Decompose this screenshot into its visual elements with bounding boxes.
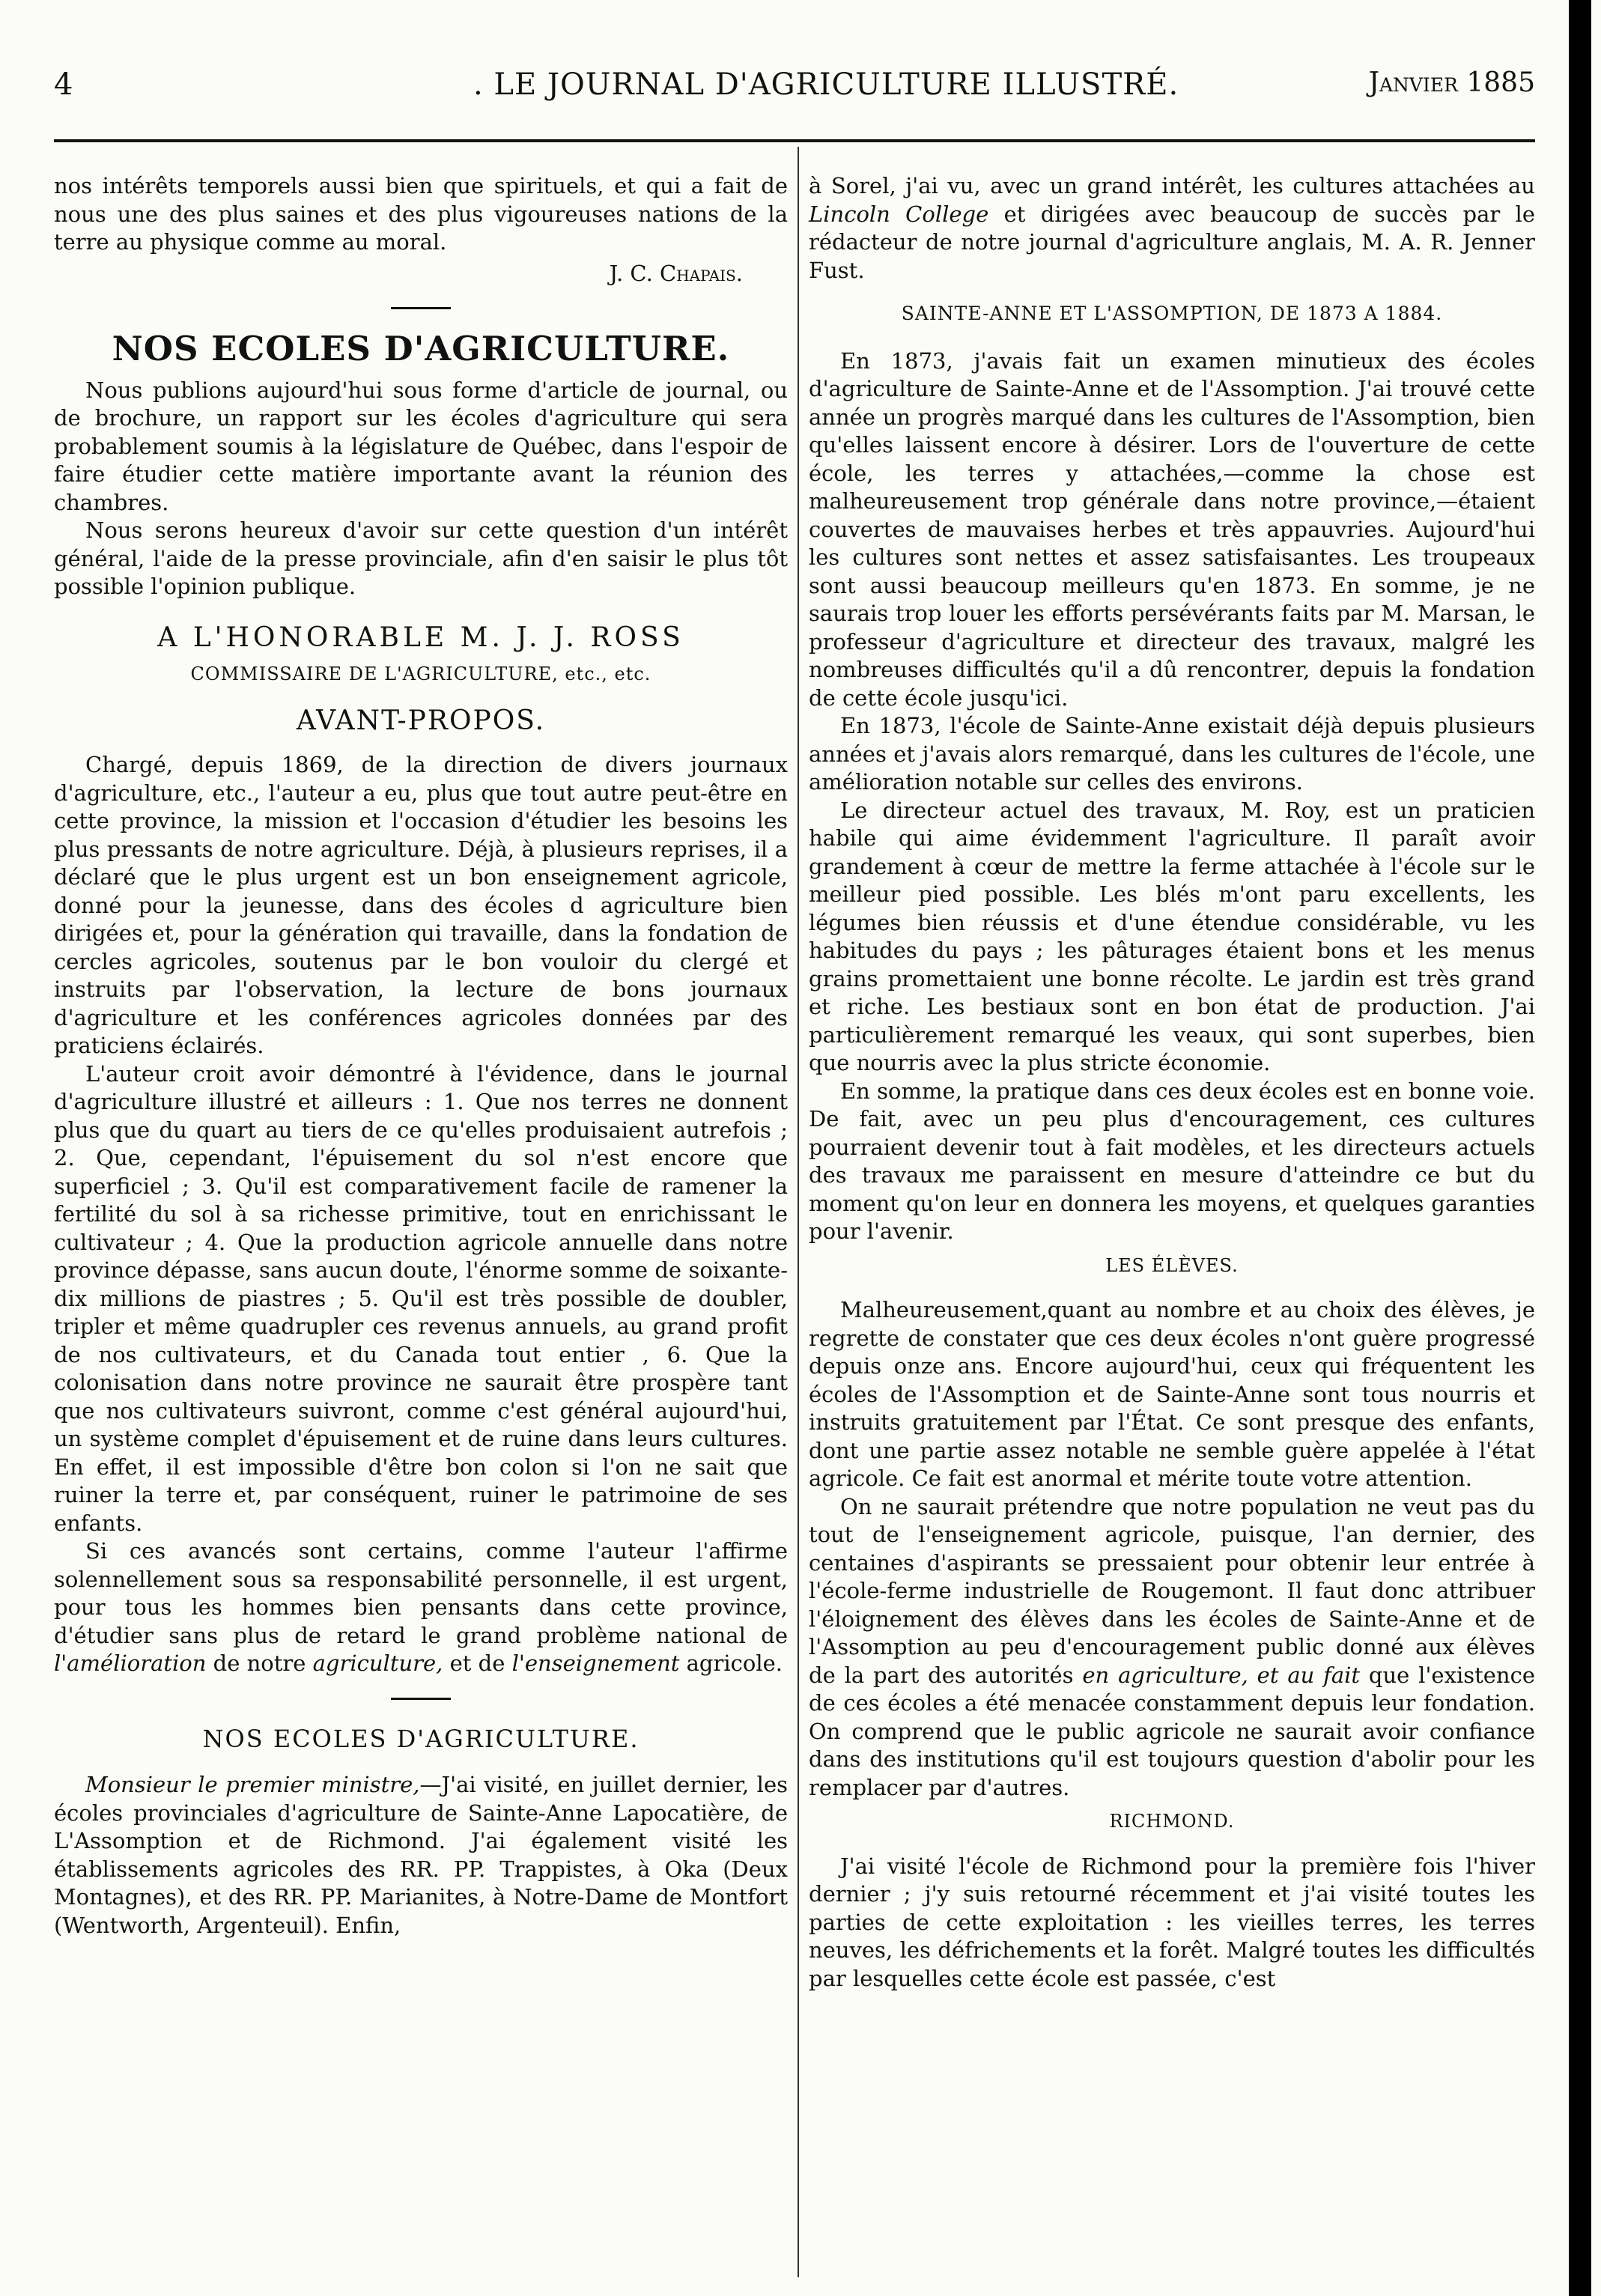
paragraph: Nous serons heureux d'avoir sur cette question d'un intérêt général, l'aide de la presse provinciale, afin d'en saisir le plus tôt possible l'opinion publique. bbox=[54, 517, 788, 599]
page-header bbox=[54, 67, 1535, 112]
subsection-heading: LES ÉLÈVES. bbox=[1105, 1254, 1239, 1276]
italic-run: l'enseignement bbox=[511, 1650, 680, 1676]
intro-paragraph: nos intérêts temporels aussi bien que spirituels, et qui a fait de nous une des plus saines et des plus vigoureuses nations de la terre au physique comme au moral. bbox=[54, 173, 788, 255]
italic-run: agriculture, bbox=[312, 1650, 443, 1676]
scan-edge-bar bbox=[1569, 0, 1591, 2296]
journal-title: . LE JOURNAL D'AGRICULTURE ILLUSTRÉ. bbox=[473, 67, 1179, 102]
text-run: Si ces avancés sont certains, comme l'auteur l'affirme solennellement sous sa responsabilité personnelle, il est urgent, pour tous les hommes bien pensants dans cette province, d'étudier sans plus de retard le grand problème national de bbox=[54, 1538, 788, 1648]
foreword-heading: AVANT-PROPOS. bbox=[296, 705, 546, 736]
paragraph: En somme, la pratique dans ces deux écoles est en bonne voie. De fait, avec un peu plus d'encouragement, ces cultures pourraient devenir tout à fait modèles, et les directeurs actuels des travaux me paraissent en mesure d'atteindre ce but du moment qu'on leur en donnera les moyens, et quelques garanties pour l'avenir. bbox=[809, 1078, 1535, 1244]
issue-date: Janvier 1885 bbox=[1368, 67, 1535, 98]
paragraph bbox=[54, 1771, 788, 1940]
paragraph: En 1873, j'avais fait un examen minutieux des écoles d'agriculture de Sainte-Anne et de l'Assomption. J'ai trouvé cette année un progrès marqué dans les cultures de l'Assomption, bien qu'elles laissent encore à désirer. Lors de l'ouverture de cette école, les terres y attachées,—comme la chose est malheureusement trop générale dans notre province,—étaient couvertes de mauvaises herbes et très appauvries. Aujourd'hui les cultures sont nettes et assez satisfaisantes. Les troupeaux sont aussi beaucoup meilleurs qu'en 1873. En somme, je ne saurais trop louer les efforts persévérants faits par M. Marsan, le professeur d'agriculture et directeur des travaux, malgré les nombreuses difficultés qu'il a dû rencontrer, depuis la fondation de cette école jusqu'ici. bbox=[809, 347, 1535, 711]
text-run: —J'ai visité, en juillet dernier, les écoles provinciales d'agriculture de Sainte-Anne Lapocatière, de L'Assomption et de Richmond. J'ai également visité les établissements agricoles des RR. PP. Trappistes, à Oka (Deux Montagnes), et des RR. PP. Marianites, à Notre-Dame de Montfort (Wentworth, Argenteuil). Enfin, bbox=[54, 1772, 788, 1938]
right-column bbox=[809, 172, 1535, 1993]
text-run: et dirigées avec beaucoup de succès par le rédacteur de notre journal d'agriculture anglais, M. A. R. Jenner Fust. bbox=[809, 201, 1535, 283]
paragraph: Nous publions aujourd'hui sous forme d'article de journal, ou de brochure, un rapport sur les écoles d'agriculture qui sera probablement soumis à la législature de Québec, dans l'espoir de faire étudier cette matière importante avant la réunion des chambres. bbox=[54, 377, 788, 515]
paragraph: J'ai visité l'école de Richmond pour la première fois l'hiver dernier ; j'y suis retourné récemment et j'ai visité toutes les parties de cette exploitation : les vieilles terres, les terres neuves, les défrichements et la forêt. Malgré toutes les difficultés par lesquelles cette école est passée, c'est bbox=[809, 1853, 1535, 1991]
text-run: à Sorel, j'ai vu, avec un grand intérêt, les cultures attachées au bbox=[809, 173, 1535, 198]
paragraph bbox=[54, 1537, 788, 1678]
salutation: Monsieur le premier ministre, bbox=[85, 1772, 420, 1797]
text-run: et de bbox=[443, 1650, 512, 1676]
author-signature: J. C. Chapais. bbox=[609, 260, 743, 286]
italic-run: l'amélioration bbox=[54, 1650, 207, 1676]
paragraph: L'auteur croit avoir démontré à l'évidence, dans le journal d'agriculture illustré et ailleurs : 1. Que nos terres ne donnent plus que du quart au tiers de ce qu'elles produisaient autrefois ; 2. Que, cependant, l'épuisement du sol n'est encore que superficiel ; 3. Qu'il est comparativement facile de ramener la fertilité du sol à sa richesse primitive, tout en enrichissant le cultivateur ; 4. Que la production agricole annuelle dans notre province dépasse, sans aucun doute, l'énorme somme de soixante-dix millions de piastres ; 5. Qu'il est très possible de doubler, tripler et même quadrupler ces revenus annuels, au grand profit de nos cultivateurs, et du Canada tout entier , 6. Que la colonisation dans notre province ne saurait être prospère tant que nos cultivateurs suivront, comme c'est général aujourd'hui, un système complet d'épuisement et de ruine dans leurs cultures. En effet, il est impossible d'être bon colon si l'on ne sait que ruiner la terre et, par conséquent, ruiner le patrimoine de ses enfants. bbox=[54, 1060, 788, 1536]
paragraph: En 1873, l'école de Sainte-Anne existait déjà depuis plusieurs années et j'avais alors remarqué, dans les cultures de l'école, une amélioration notable sur celles des environs. bbox=[809, 713, 1535, 795]
paragraph: Chargé, depuis 1869, de la direction de divers journaux d'agriculture, etc., l'auteur a eu, plus que tout autre peut-être en cette province, la mission et l'occasion d'étudier les besoins les plus pressants de notre agriculture. Déjà, à plusieurs reprises, il a déclaré que le plus urgent est un bon enseignement agricole, donné pour la jeunesse, dans des écoles d agriculture bien dirigées et, pour la génération qui travaille, dans la fondation de cercles agricoles, soutenus par le bon vouloir du clergé et instruits par l'observation, la lecture de bons journaux d'agriculture et les conférences agricoles données par des praticiens éclairés. bbox=[54, 752, 788, 1058]
column-divider bbox=[798, 147, 799, 2277]
subsection-heading: SAINTE-ANNE ET L'ASSOMPTION, DE 1873 A 1884. bbox=[901, 303, 1443, 324]
dedication-heading: A L'HONORABLE M. J. J. ROSS bbox=[157, 622, 684, 653]
dedication-subheading: COMMISSAIRE DE L'AGRICULTURE, etc., etc. bbox=[190, 663, 651, 684]
text-run: agricole. bbox=[679, 1650, 783, 1676]
header-rule bbox=[54, 139, 1535, 142]
italic-run: en agriculture, et au fait bbox=[1082, 1662, 1361, 1688]
section-heading: NOS ECOLES D'AGRICULTURE. bbox=[112, 329, 730, 368]
paragraph: Malheureusement,quant au nombre et au choix des élèves, je regrette de constater que ces deux écoles n'ont guère progressé depuis onze ans. Encore aujourd'hui, ceux qui fréquentent les écoles de l'Assomption et de Sainte-Anne sont tous nourris et instruits gratuitement par l'État. Ce sont presque des enfants, dont une partie assez notable ne semble guère appelée à l'état agricole. Ce fait est anormal et mérite toute votre attention. bbox=[809, 1297, 1535, 1491]
paragraph: Le directeur actuel des travaux, M. Roy, est un praticien habile qui aime évidemment l'agriculture. Il paraît avoir grandement à cœur de mettre la ferme attachée à l'école sur le meilleur pied possible. Les blés m'ont paru excellents, les légumes bien réussis et d'une étendue considérable, vu les habitudes du pays ; les pâturages étaient bons et les menus grains promettaient une bonne récolte. Le jardin est très grand et riche. Les bestiaux sont en bon état de production. J'ai particulièrement remarqué les veaux, qui sont superbes, bien que nourris avec la plus stricte économie. bbox=[809, 797, 1535, 1075]
paragraph bbox=[809, 1493, 1535, 1803]
italic-run: Lincoln College bbox=[809, 201, 989, 227]
section-separator bbox=[391, 1698, 451, 1700]
section-heading: NOS ECOLES D'AGRICULTURE. bbox=[202, 1724, 640, 1753]
continued-paragraph bbox=[809, 172, 1535, 285]
text-run: que l'existence de ces écoles a été menacée constamment depuis leur fondation. On comprend que le public agricole ne saurait avoir confiance dans des institutions qu'il est toujours question d'abolir pour les remplacer par d'autres. bbox=[809, 1662, 1535, 1800]
section-separator bbox=[391, 307, 451, 309]
page-number: 4 bbox=[54, 67, 73, 102]
left-column bbox=[54, 172, 788, 1940]
text-run: On ne saurait prétendre que notre population ne veut pas du tout de l'enseignement agricole, puisque, l'an dernier, des centaines d'aspirants se pressaient pour obtenir leur entrée à l'école-ferme industrielle de Rougemont. Il faut donc attribuer l'éloignement des élèves dans les écoles de Sainte-Anne et de l'Assomption au peu d'encouragement public donné aux élèves de la part des autorités bbox=[809, 1493, 1535, 1688]
text-run: de notre bbox=[206, 1650, 313, 1676]
subsection-heading: RICHMOND. bbox=[1109, 1811, 1235, 1832]
